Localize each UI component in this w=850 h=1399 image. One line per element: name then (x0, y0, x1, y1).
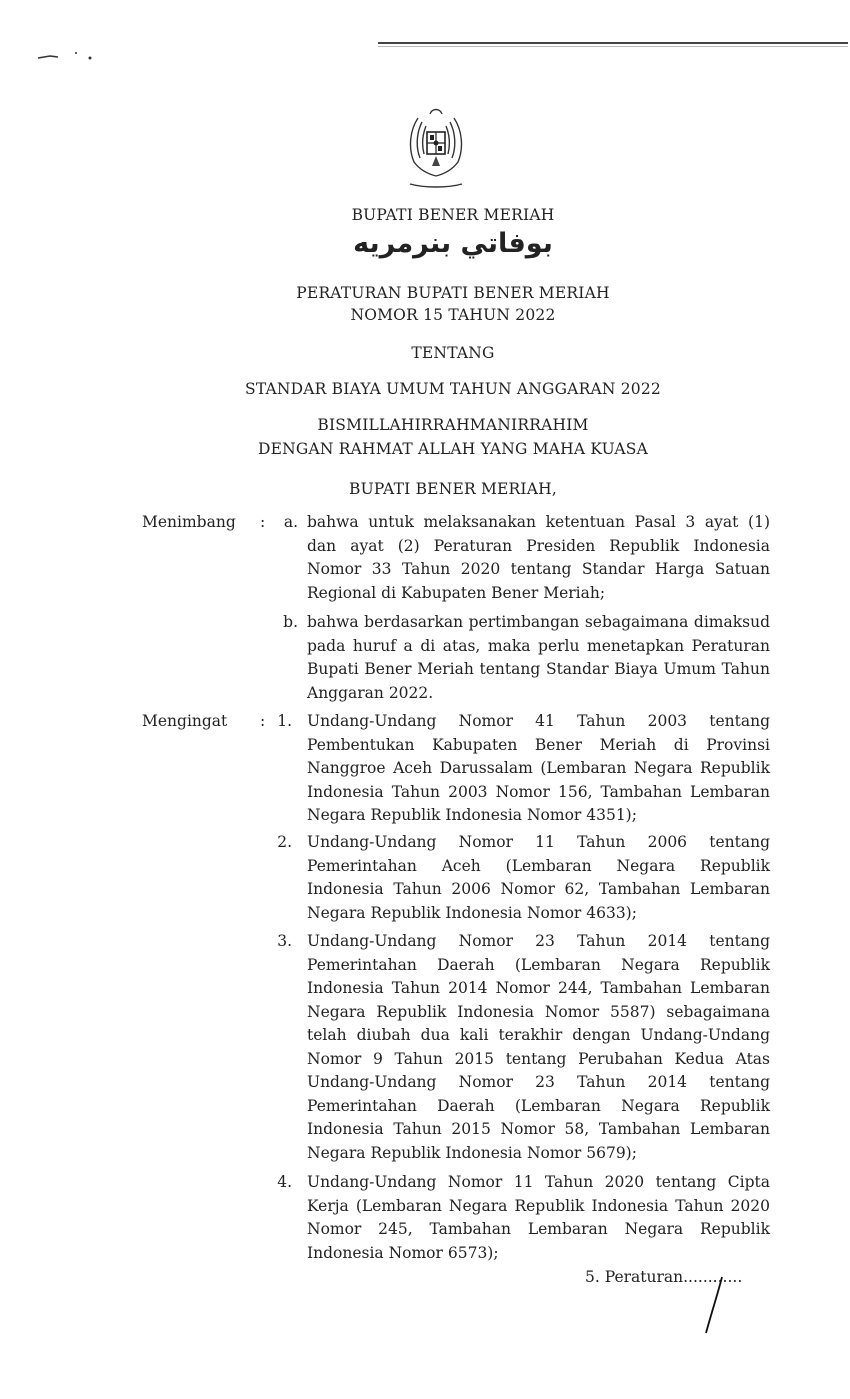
menimbang-item-b: bahwa berdasarkan pertimbangan sebagaimana dimaksud pada huruf a di atas, maka perlu menetapkan Peraturan Bupati Bener Meriah tentang Standar Biaya Umum Tahun Anggaran 2022. (307, 613, 770, 702)
top-rule-thin (378, 46, 848, 47)
invocation: DENGAN RAHMAT ALLAH YANG MAHA KUASA (257, 440, 649, 458)
page-continuation: 5. Peraturan............ (585, 1268, 743, 1286)
regulation-subject: STANDAR BIAYA UMUM TAHUN ANGGARAN 2022 (245, 380, 661, 398)
garuda-emblem-icon (396, 100, 476, 192)
mengingat-label: Mengingat (142, 712, 228, 730)
mengingat-item-4: Undang-Undang Nomor 11 Tahun 2020 tentang Cipta Kerja (Lembaran Negara Republik Indonesia Tahun 2020 Nomor 245, Tambahan Lembaran Negara Republik Indonesia Nomor 6573); (307, 1173, 770, 1262)
mengingat-item-marker-1: 1. (277, 712, 292, 730)
regent-title-arabic: بوفاتي بنرمريه (353, 228, 553, 259)
mengingat-item-2: Undang-Undang Nomor 11 Tahun 2006 tentang Pemerintahan Aceh (Lembaran Negara Republik Indonesia Tahun 2006 Nomor 62, Tambahan Lembaran Negara Republik Indonesia Nomor 4633); (307, 833, 770, 922)
regulation-title: PERATURAN BUPATI BENER MERIAH (296, 284, 610, 302)
menimbang-label: Menimbang (142, 513, 236, 531)
regent-title: BUPATI BENER MERIAH (351, 206, 555, 224)
mengingat-item-marker-3: 3. (277, 932, 292, 950)
menimbang-item-a: bahwa untuk melaksanakan ketentuan Pasal 3 ayat (1) dan ayat (2) Peraturan Presiden Republik Indonesia Nomor 33 Tahun 2020 tentang Standar Harga Satuan Regional di Kabupaten Bener Meriah; (307, 513, 770, 602)
mengingat-colon: : (260, 712, 266, 730)
enacting-authority: BUPATI BENER MERIAH, (349, 480, 557, 498)
mengingat-item-marker-2: 2. (277, 833, 292, 851)
menimbang-colon: : (260, 513, 266, 531)
mengingat-item-1: Undang-Undang Nomor 41 Tahun 2003 tentang Pembentukan Kabupaten Bener Meriah di Provinsi Nanggroe Aceh Darussalam (Lembaran Negara Republik Indonesia Tahun 2003 Nomor 156, Tambahan Lembaran Negara Republik Indonesia Nomor 4351); (307, 712, 770, 824)
paraf-signature-mark (700, 1275, 730, 1335)
menimbang-item-marker-a: a. (283, 513, 298, 531)
basmalah: BISMILLAHIRRAHMANIRRAHIM (317, 416, 589, 434)
about-heading: TENTANG (411, 344, 495, 362)
mengingat-item-marker-4: 4. (277, 1173, 292, 1191)
mengingat-item-3: Undang-Undang Nomor 23 Tahun 2014 tentang Pemerintahan Daerah (Lembaran Negara Republik Indonesia Tahun 2014 Nomor 244, Tambahan Lembaran Negara Republik Indonesia Nomor 5587) sebagaimana telah diubah dua kali terakhir dengan Undang-Undang Nomor 9 Tahun 2015 tentang Perubahan Kedua Atas Undang-Undang Nomor 23 Tahun 2014 tentang Pemerintahan Daerah (Lembaran Negara Republik Indonesia Tahun 2015 Nomor 58, Tambahan Lembaran Negara Republik Indonesia Nomor 5679); (307, 932, 770, 1162)
menimbang-item-marker-b: b. (283, 613, 298, 631)
regulation-number: NOMOR 15 TAHUN 2022 (350, 306, 556, 324)
top-rule (378, 42, 848, 44)
scan-corner-mark (36, 50, 96, 64)
